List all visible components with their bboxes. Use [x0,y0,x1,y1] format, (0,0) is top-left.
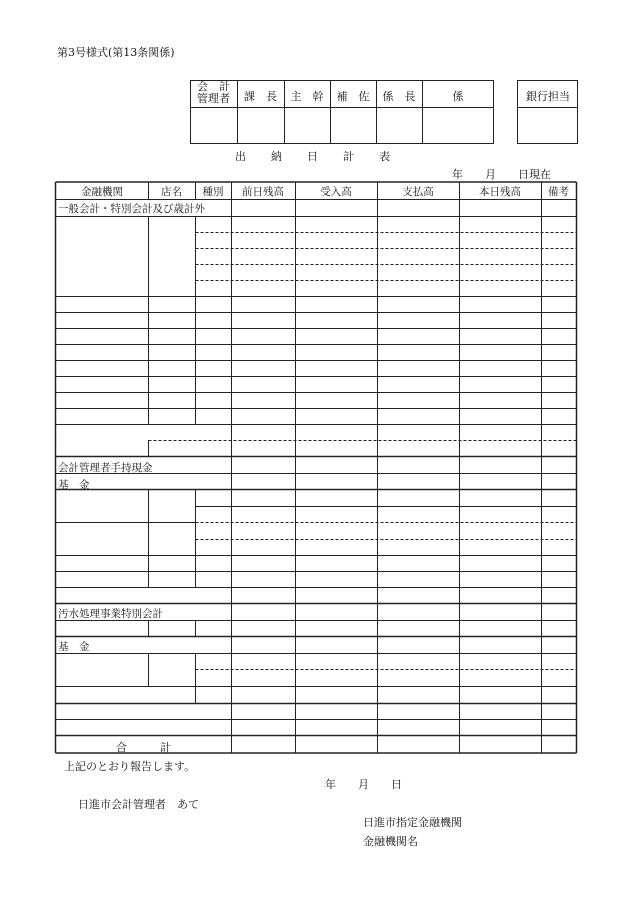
stamp-header-bank: 銀行担当 [526,90,570,103]
report-date: 年 月 日 [325,778,402,791]
stamp-header-assistant: 補 佐 [336,90,370,103]
stamp-header-unit-chief: 係 長 [382,90,416,103]
section-fund-2: 基 金 [58,641,90,653]
page-title: 出 納 日 計 表 [235,150,391,163]
column-header-today-balance: 本日残高 [479,186,521,198]
form-number-label: 第3号様式(第13条関係) [57,46,175,59]
section-cash-on-hand: 会計管理者手持現金 [58,462,153,474]
stamp-header-accounting-manager: 会 計 管理者 [197,80,230,105]
column-header-type: 種別 [202,186,224,198]
column-header-receipts: 受入高 [320,186,352,198]
stamp-header-chief-officer: 主 幹 [290,90,324,103]
column-header-payments: 支払高 [402,186,434,198]
column-header-remarks: 備考 [548,186,569,198]
column-header-previous-balance: 前日残高 [242,186,284,198]
stamp-header-staff: 係 [452,90,464,103]
stamp-header-section-chief: 課 長 [244,90,277,103]
section-general-accounts: 一般会計・特別会計及び歳計外 [58,203,205,215]
as-of-date: 年 月 日現在 [452,168,551,181]
section-fund-1: 基 金 [58,479,90,491]
total-label: 合 計 [116,741,171,754]
column-header-branch: 店名 [161,186,182,198]
column-header-bank: 金融機関 [81,186,123,198]
designated-bank-label: 日進市指定金融機関 [363,816,462,829]
section-sewage-account: 汚水処理事業特別会計 [58,608,163,620]
bank-name-label: 金融機関名 [363,835,418,848]
report-statement: 上記のとおり報告します。 [64,760,196,773]
addressee: 日進市会計管理者 あて [78,798,199,811]
